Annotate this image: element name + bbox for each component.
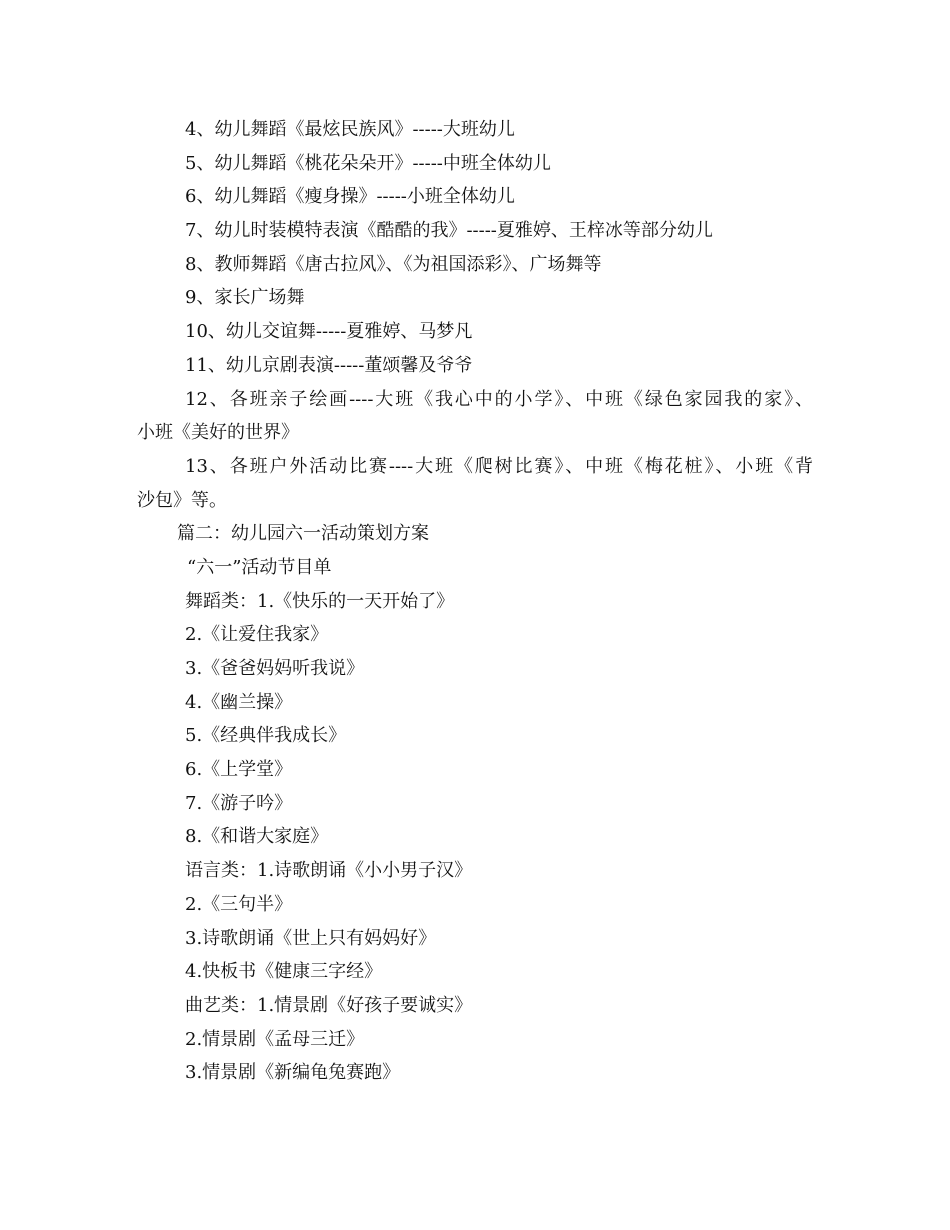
- program-item-6: 6、幼儿舞蹈《瘦身操》-----小班全体幼儿: [185, 186, 515, 208]
- dance-item-7: 7.《游子吟》: [185, 792, 293, 814]
- dance-item-4: 4.《幽兰操》: [185, 691, 293, 713]
- program-list-title: “六一”活动节目单: [187, 556, 332, 578]
- program-item-12-continued: 小班《美好的世界》: [137, 422, 299, 444]
- dance-item-2: 2.《让爱住我家》: [185, 624, 329, 646]
- program-item-13-continued: 沙包》等。: [137, 489, 227, 511]
- language-item-2: 2.《三句半》: [185, 893, 293, 915]
- dance-category: 舞蹈类：1.《快乐的一天开始了》: [185, 590, 455, 612]
- dance-item-5: 5.《经典伴我成长》: [185, 725, 347, 747]
- program-item-11: 11、幼儿京剧表演-----董颂馨及爷爷: [185, 354, 473, 376]
- section-heading: 篇二：幼儿园六一活动策划方案: [177, 523, 429, 545]
- program-item-5: 5、幼儿舞蹈《桃花朵朵开》-----中班全体幼儿: [185, 152, 551, 174]
- program-item-9: 9、家长广场舞: [185, 287, 305, 309]
- document-body: [137, 113, 813, 1090]
- language-category: 语言类：1.诗歌朗诵《小小男子汉》: [185, 860, 473, 882]
- opera-category: 曲艺类：1.情景剧《好孩子要诚实》: [185, 994, 473, 1016]
- dance-item-8: 8.《和谐大家庭》: [185, 826, 329, 848]
- program-item-13: 13、各班户外活动比赛----大班《爬树比赛》、中班《梅花桩》、小班《背: [185, 455, 813, 477]
- language-item-3: 3.诗歌朗诵《世上只有妈妈好》: [185, 927, 437, 949]
- program-item-4: 4、幼儿舞蹈《最炫民族风》-----大班幼儿: [185, 119, 515, 140]
- dance-item-6: 6.《上学堂》: [185, 759, 293, 781]
- dance-item-3: 3.《爸爸妈妈听我说》: [185, 658, 365, 679]
- opera-item-2: 2.情景剧《孟母三迁》: [185, 1028, 365, 1050]
- opera-item-3: 3.情景剧《新编龟兔赛跑》: [185, 1062, 401, 1084]
- language-item-4: 4.快板书《健康三字经》: [185, 961, 383, 983]
- program-item-7: 7、幼儿时装模特表演《酷酷的我》-----夏雅婷、王梓冰等部分幼儿: [185, 220, 713, 242]
- program-item-8: 8、教师舞蹈《唐古拉风》、《为祖国添彩》、广场舞等: [185, 253, 602, 275]
- program-item-10: 10、幼儿交谊舞-----夏雅婷、马梦凡: [185, 321, 473, 343]
- program-item-12: 12、各班亲子绘画----大班《我心中的小学》、中班《绿色家园我的家》、: [185, 388, 813, 410]
